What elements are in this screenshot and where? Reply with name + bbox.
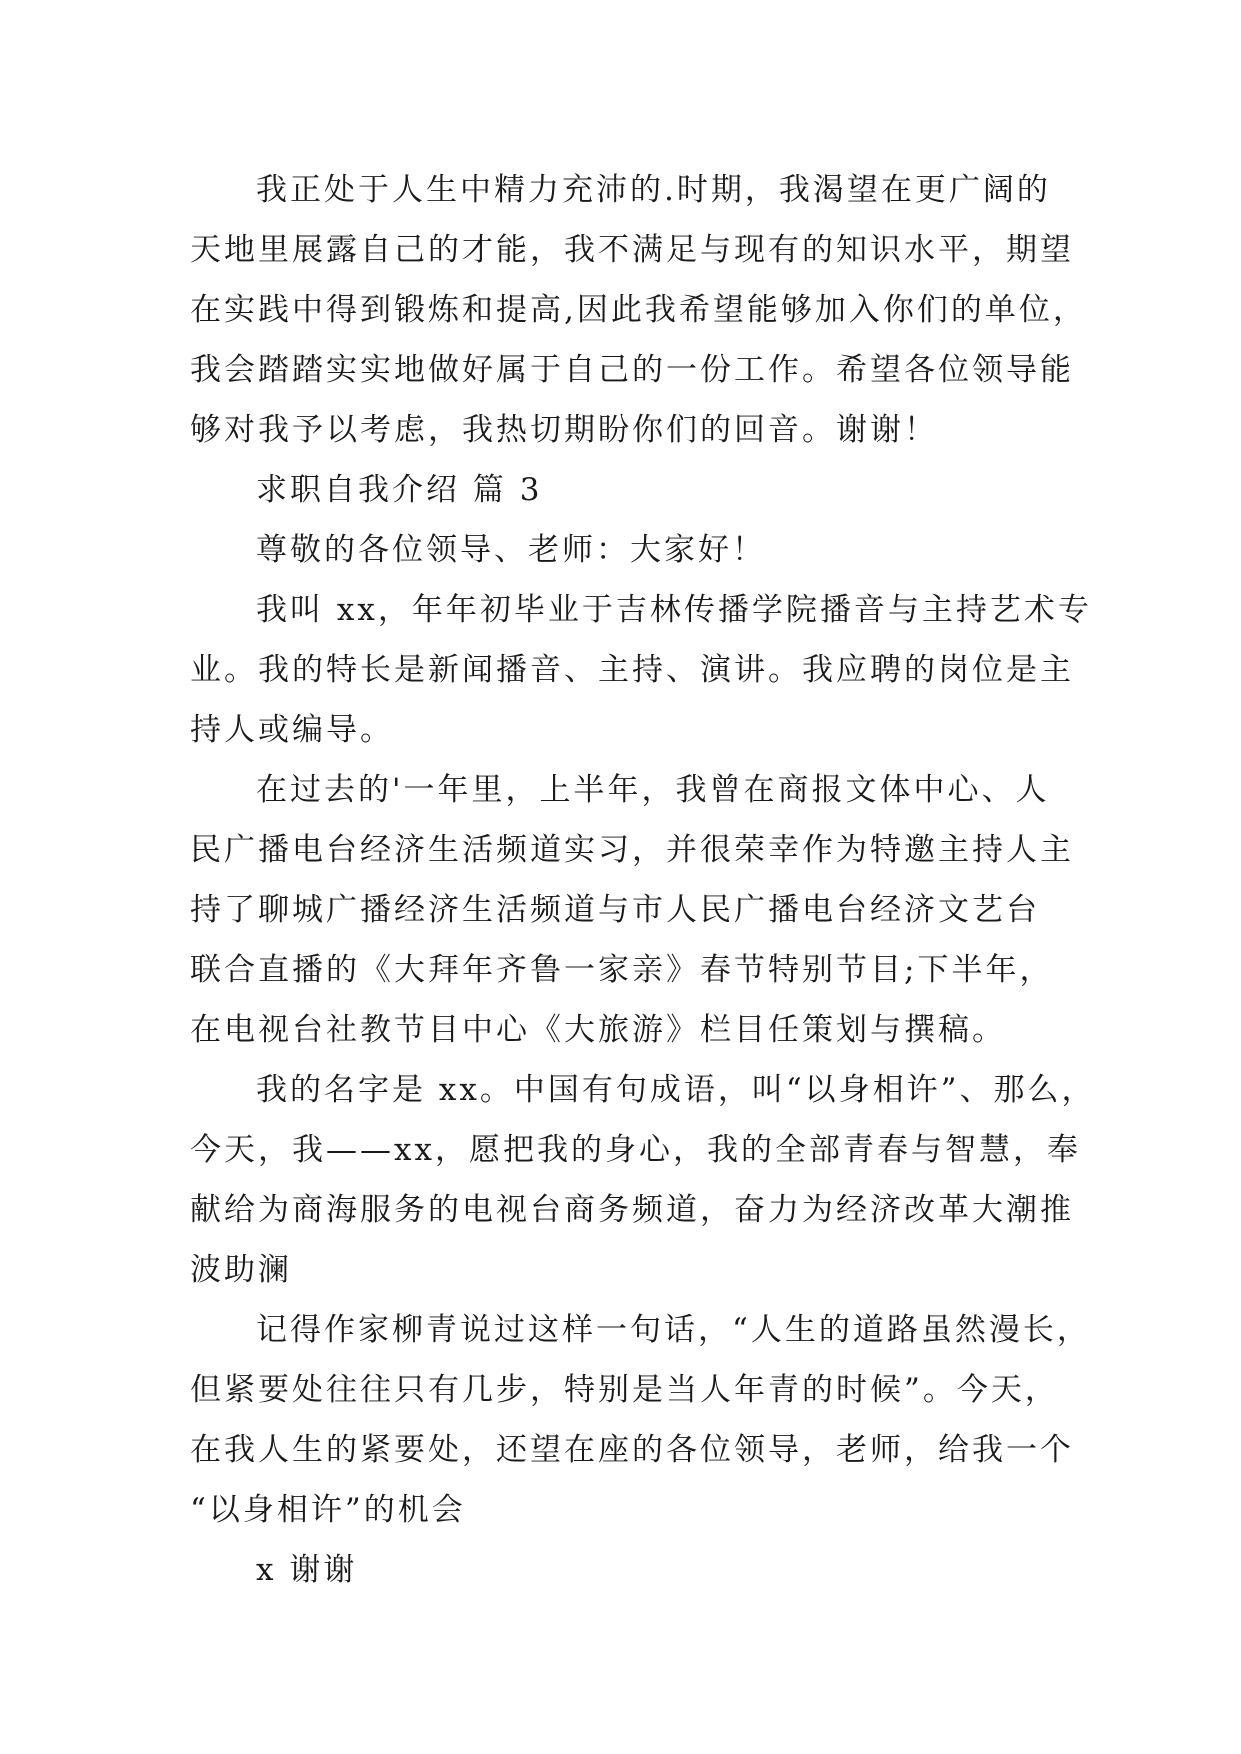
- text-line: 在过去的'一年里，上半年，我曾在商报文体中心、人: [256, 772, 1050, 808]
- document-body: [190, 160, 1096, 1600]
- text-line: 我正处于人生中精力充沛的.时期，我渴望在更广阔的: [256, 172, 1051, 208]
- text-line: 献给为商海服务的电视台商务频道，奋力为经济改革大潮推: [190, 1192, 1074, 1228]
- text-line: 够对我予以考虑，我热切期盼你们的回音。谢谢！: [190, 412, 938, 448]
- text-line: 在我人生的紧要处，还望在座的各位领导，老师，给我一个: [190, 1432, 1074, 1468]
- closing-line: x 谢谢: [256, 1552, 358, 1588]
- text-line: 今天，我——xx，愿把我的身心，我的全部青春与智慧，奉: [190, 1132, 1081, 1168]
- text-line: 联合直播的《大拜年齐鲁一家亲》春节特别节目;下半年，: [190, 952, 1054, 988]
- text-line: 我的名字是 xx。中国有句成语，叫“以身相许”、那么，: [256, 1072, 1096, 1108]
- text-line: 波助澜: [190, 1252, 292, 1288]
- text-line: 在实践中得到锻炼和提高,因此我希望能够加入你们的单位，: [190, 292, 1087, 328]
- text-line: 持人或编导。: [190, 712, 394, 748]
- text-line: 我叫 xx，年年初毕业于吉林传播学院播音与主持艺术专: [256, 592, 1092, 628]
- text-line: 在电视台社教节目中心《大旅游》栏目任策划与撰稿。: [190, 1012, 1006, 1048]
- text-line: 记得作家柳青说过这样一句话，“人生的道路虽然漫长，: [256, 1312, 1091, 1348]
- text-line: 业。我的特长是新闻播音、主持、演讲。我应聘的岗位是主: [190, 652, 1074, 688]
- text-line: “以身相许”的机会: [190, 1492, 466, 1528]
- section-heading: 求职自我介绍 篇 3: [256, 472, 543, 508]
- salutation: 尊敬的各位领导、老师：大家好！: [256, 532, 766, 568]
- text-line: 但紧要处往往只有几步，特别是当人年青的时候”。今天，: [190, 1372, 1059, 1408]
- text-line: 持了聊城广播经济生活频道与市人民广播电台经济文艺台: [190, 892, 1040, 928]
- text-line: 天地里展露自己的才能，我不满足与现有的知识水平，期望: [190, 232, 1074, 268]
- text-line: 我会踏踏实实地做好属于自己的一份工作。希望各位领导能: [190, 352, 1074, 388]
- text-line: 民广播电台经济生活频道实习，并很荣幸作为特邀主持人主: [190, 832, 1074, 868]
